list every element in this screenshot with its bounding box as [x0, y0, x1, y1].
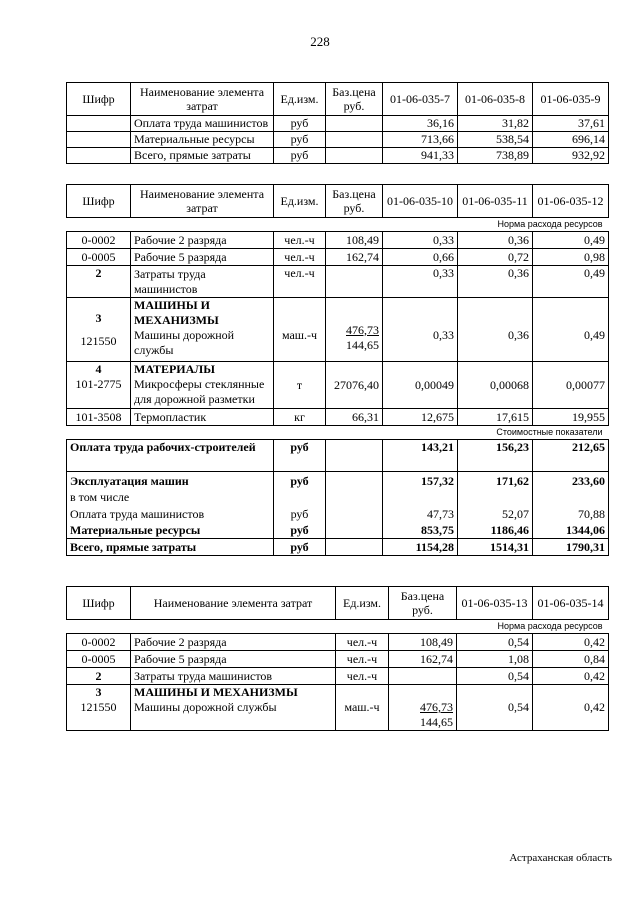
header-code: Шифр — [67, 83, 131, 116]
value-cell: 0,49 — [533, 298, 609, 362]
table-row — [67, 489, 609, 505]
value-cell: 1,08 — [457, 651, 533, 668]
resource-name: Машины дорожной службы — [134, 328, 235, 357]
unit-cell: руб — [274, 132, 326, 148]
unit-cell: маш.-ч — [274, 298, 326, 362]
value-cell: 0,36 — [458, 232, 533, 249]
footer-region: Астраханская область — [509, 852, 612, 864]
value-cell: 36,16 — [383, 116, 458, 132]
unit-cell: чел.-ч — [336, 668, 389, 685]
unit-cell: руб — [274, 148, 326, 164]
value-cell: 0,36 — [458, 266, 533, 298]
value-cell: 0,00049 — [383, 362, 458, 409]
unit-cell — [274, 489, 326, 505]
header-unit: Ед.изм. — [274, 185, 326, 218]
resource-code: 101-2775 — [75, 377, 122, 391]
section-code: 4 — [95, 362, 102, 376]
value-cell: 0,54 — [457, 634, 533, 651]
name-cell — [131, 685, 336, 731]
unit-cell: чел.-ч — [274, 266, 326, 298]
page-number: 228 — [310, 34, 330, 49]
value-cell: 31,82 — [458, 116, 533, 132]
price-cell — [389, 685, 457, 731]
value-cell: 37,61 — [533, 116, 609, 132]
price-cell: 108,49 — [389, 634, 457, 651]
table-row — [67, 505, 609, 522]
table-row — [67, 472, 609, 489]
unit-cell: руб — [274, 116, 326, 132]
unit-cell: руб — [274, 440, 326, 472]
price-cell — [326, 489, 383, 505]
header-code: Шифр — [67, 185, 131, 218]
unit-cell: чел.-ч — [274, 249, 326, 266]
name-cell: Материальные ресурсы — [67, 522, 274, 539]
name-cell: Рабочие 2 разряда — [131, 634, 336, 651]
table-row — [67, 440, 609, 472]
norm-label: Норма расхода ресурсов — [67, 620, 609, 634]
header-price: Баз.цена руб. — [389, 587, 457, 620]
value-cell: 233,60 — [533, 472, 609, 489]
header-col: 01-06-035-7 — [383, 83, 458, 116]
code-cell: 101-3508 — [67, 409, 131, 426]
price-value-2: 144,65 — [346, 337, 379, 352]
price-value-2: 144,65 — [420, 715, 453, 729]
value-cell: 1154,28 — [383, 539, 458, 556]
code-cell: 2 — [67, 668, 131, 685]
price-cell — [326, 266, 383, 298]
header-name: Наименование элемента затрат — [131, 587, 336, 620]
table-row — [67, 651, 609, 668]
price-cell: 27076,40 — [326, 362, 383, 409]
resource-code: 121550 — [80, 333, 117, 348]
price-cell: 66,31 — [326, 409, 383, 426]
code-cell — [67, 685, 131, 731]
table-row — [67, 362, 609, 409]
value-cell — [533, 489, 609, 505]
table-row — [67, 409, 609, 426]
name-cell: Оплата труда рабочих-строителей — [67, 440, 274, 472]
name-cell: Затраты труда машинистов — [131, 266, 274, 298]
value-cell: 0,42 — [533, 634, 609, 651]
table-row — [67, 249, 609, 266]
unit-cell: кг — [274, 409, 326, 426]
section-code: 3 — [95, 685, 102, 699]
table-row — [67, 266, 609, 298]
value-cell: 932,92 — [533, 148, 609, 164]
name-cell: Всего, прямые затраты — [67, 539, 274, 556]
value-cell: 156,23 — [458, 440, 533, 472]
value-cell: 0,00068 — [458, 362, 533, 409]
value-cell: 696,14 — [533, 132, 609, 148]
table-row — [67, 116, 609, 132]
header-price: Баз.цена руб. — [326, 83, 383, 116]
section-code: 3 — [95, 310, 102, 325]
value-cell: 0,49 — [533, 232, 609, 249]
header-code: Шифр — [67, 587, 131, 620]
unit-cell: чел.-ч — [336, 651, 389, 668]
value-cell: 0,49 — [533, 266, 609, 298]
header-col: 01-06-035-12 — [533, 185, 609, 218]
value-cell: 0,36 — [458, 298, 533, 362]
value-cell: 738,89 — [458, 148, 533, 164]
table-row — [67, 668, 609, 685]
header-unit: Ед.изм. — [274, 83, 326, 116]
name-cell: Эксплуатация машин — [67, 472, 274, 489]
value-cell: 212,65 — [533, 440, 609, 472]
code-cell: 0-0002 — [67, 232, 131, 249]
code-cell: 0-0002 — [67, 634, 131, 651]
header-col: 01-06-035-14 — [533, 587, 609, 620]
name-cell: Рабочие 2 разряда — [131, 232, 274, 249]
value-cell: 157,32 — [383, 472, 458, 489]
price-value: 476,73 — [346, 322, 379, 337]
table-row — [67, 298, 609, 362]
table-2 — [66, 184, 609, 556]
value-cell: 0,54 — [457, 685, 533, 731]
value-cell: 853,75 — [383, 522, 458, 539]
section-title: МАТЕРИАЛЫ — [134, 362, 215, 376]
price-cell: 162,74 — [326, 249, 383, 266]
resource-name: Машины дорожной службы — [134, 700, 277, 714]
value-cell: 0,33 — [383, 232, 458, 249]
unit-cell: руб — [274, 505, 326, 522]
price-cell — [326, 298, 383, 362]
value-cell: 0,42 — [533, 685, 609, 731]
price-cell — [326, 539, 383, 556]
value-cell: 0,98 — [533, 249, 609, 266]
header-col: 01-06-035-10 — [383, 185, 458, 218]
section-title: МАШИНЫ И МЕХАНИЗМЫ — [134, 685, 298, 699]
value-cell: 17,615 — [458, 409, 533, 426]
header-name: Наименование элемента затрат — [131, 83, 274, 116]
name-cell: Материальные ресурсы — [131, 132, 274, 148]
value-cell: 19,955 — [533, 409, 609, 426]
price-cell — [326, 522, 383, 539]
unit-cell: руб — [274, 522, 326, 539]
value-cell: 1790,31 — [533, 539, 609, 556]
code-cell — [67, 132, 131, 148]
value-cell: 0,66 — [383, 249, 458, 266]
header-price: Баз.цена руб. — [326, 185, 383, 218]
value-cell: 1186,46 — [458, 522, 533, 539]
value-cell: 713,66 — [383, 132, 458, 148]
unit-cell: т — [274, 362, 326, 409]
code-cell — [67, 116, 131, 132]
resource-code: 121550 — [80, 700, 117, 714]
code-cell: 0-0005 — [67, 249, 131, 266]
unit-cell: руб — [274, 539, 326, 556]
table-row — [67, 634, 609, 651]
table-row — [67, 539, 609, 556]
price-cell — [326, 472, 383, 489]
price-value: 476,73 — [420, 700, 453, 714]
table-row — [67, 685, 609, 731]
header-col: 01-06-035-9 — [533, 83, 609, 116]
price-cell — [326, 148, 383, 164]
code-cell — [67, 148, 131, 164]
value-cell: 538,54 — [458, 132, 533, 148]
code-cell: 2 — [67, 266, 131, 298]
value-cell: 70,88 — [533, 505, 609, 522]
value-cell: 1344,06 — [533, 522, 609, 539]
name-cell: Рабочие 5 разряда — [131, 651, 336, 668]
value-cell: 12,675 — [383, 409, 458, 426]
price-cell: 108,49 — [326, 232, 383, 249]
value-cell: 941,33 — [383, 148, 458, 164]
value-cell: 0,72 — [458, 249, 533, 266]
table-row — [67, 232, 609, 249]
value-cell — [383, 489, 458, 505]
value-cell: 1514,31 — [458, 539, 533, 556]
name-cell: Рабочие 5 разряда — [131, 249, 274, 266]
price-cell — [326, 505, 383, 522]
unit-cell: маш.-ч — [336, 685, 389, 731]
table-row — [67, 148, 609, 164]
section-title: МАШИНЫ И МЕХАНИЗМЫ — [134, 298, 219, 327]
header-col: 01-06-035-13 — [457, 587, 533, 620]
value-cell: 0,33 — [383, 266, 458, 298]
table-row — [67, 522, 609, 539]
norm-label: Норма расхода ресурсов — [67, 218, 609, 232]
value-cell — [458, 489, 533, 505]
code-cell — [67, 298, 131, 362]
resource-name: Микросферы стеклянные для дорожной разметки — [134, 377, 265, 406]
price-cell — [326, 132, 383, 148]
name-cell: Оплата труда машинистов — [67, 505, 274, 522]
table-row — [67, 132, 609, 148]
unit-cell: чел.-ч — [336, 634, 389, 651]
value-cell: 0,00077 — [533, 362, 609, 409]
value-cell: 52,07 — [458, 505, 533, 522]
name-cell — [131, 362, 274, 409]
table-3 — [66, 586, 609, 731]
price-cell — [389, 668, 457, 685]
value-cell: 0,54 — [457, 668, 533, 685]
name-cell: Оплата труда машинистов — [131, 116, 274, 132]
name-cell — [131, 298, 274, 362]
code-cell — [67, 362, 131, 409]
value-cell: 0,42 — [533, 668, 609, 685]
name-cell: Затраты труда машинистов — [131, 668, 336, 685]
value-cell: 143,21 — [383, 440, 458, 472]
cost-label: Стоимостные показатели — [67, 426, 609, 440]
table-1 — [66, 82, 609, 164]
price-cell — [326, 440, 383, 472]
code-cell: 0-0005 — [67, 651, 131, 668]
price-cell — [326, 116, 383, 132]
value-cell: 0,84 — [533, 651, 609, 668]
header-name: Наименование элемента затрат — [131, 185, 274, 218]
name-cell: Всего, прямые затраты — [131, 148, 274, 164]
value-cell: 171,62 — [458, 472, 533, 489]
unit-cell: руб — [274, 472, 326, 489]
header-col: 01-06-035-8 — [458, 83, 533, 116]
value-cell: 0,33 — [383, 298, 458, 362]
price-cell: 162,74 — [389, 651, 457, 668]
header-col: 01-06-035-11 — [458, 185, 533, 218]
name-cell: в том числе — [67, 489, 274, 505]
header-unit: Ед.изм. — [336, 587, 389, 620]
unit-cell: чел.-ч — [274, 232, 326, 249]
value-cell: 47,73 — [383, 505, 458, 522]
name-cell: Термопластик — [131, 409, 274, 426]
